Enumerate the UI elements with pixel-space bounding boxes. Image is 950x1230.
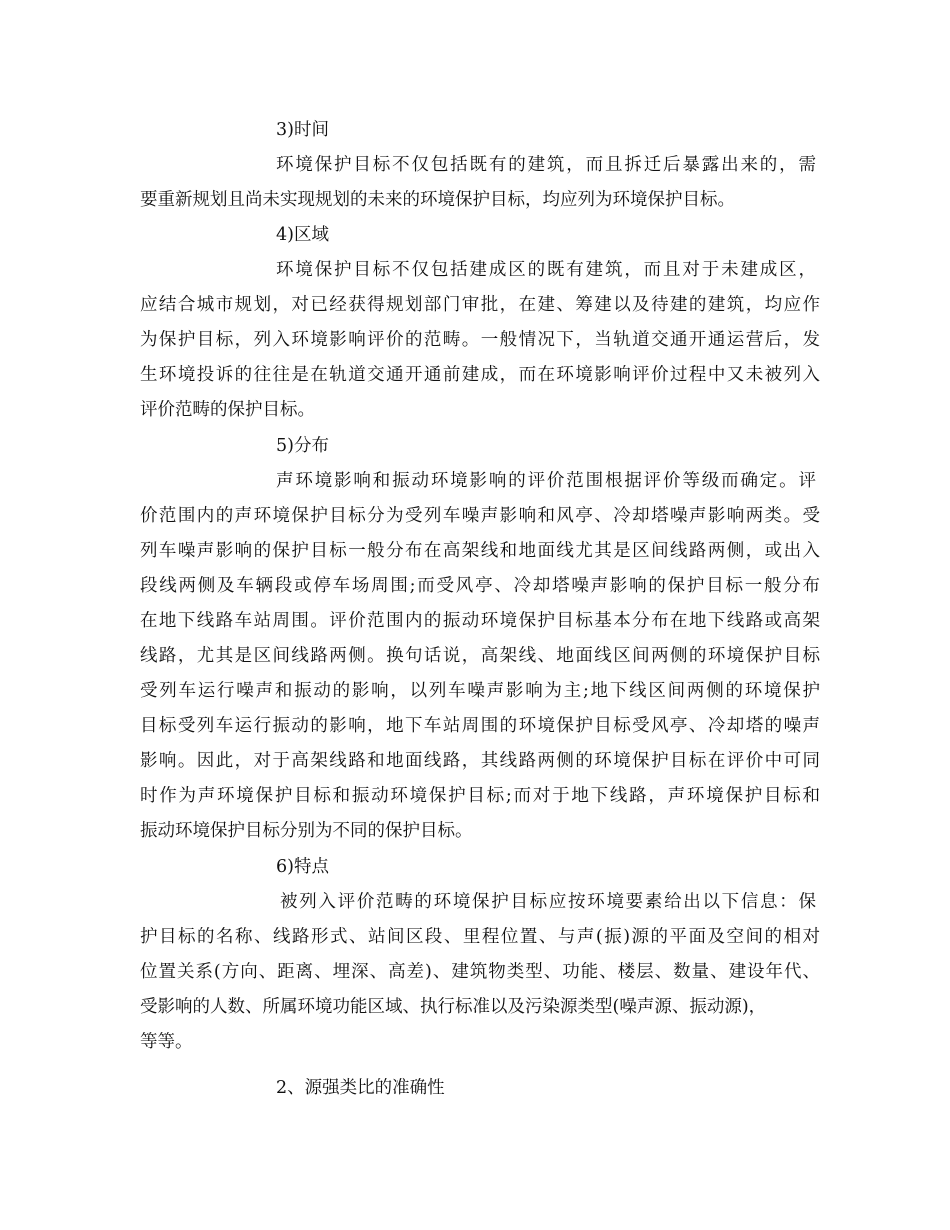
paragraph-line: 为保护目标，列入环境影响评价的范畴。一般情况下，当轨道交通开通运营后，发	[140, 330, 820, 350]
paragraph-line: 要重新规划且尚未实现规划的未来的环境保护目标，均应列为环境保护目标。	[140, 190, 735, 210]
paragraph-line: 护目标的名称、线路形式、站间区段、里程位置、与声(振)源的平面及空间的相对	[140, 927, 820, 947]
paragraph-line: 段线两侧及车辆段或停车场周围;而受风亭、冷却塔噪声影响的保护目标一般分布	[140, 576, 820, 596]
paragraph-line: 受影响的人数、所属环境功能区域、执行标准以及污染源类型(噪声源、振动源)，	[140, 997, 767, 1017]
paragraph-line: 环境保护目标不仅包括既有的建筑，而且拆迁后暴露出来的，需	[276, 155, 816, 175]
paragraph-line: 价范围内的声环境保护目标分为受列车噪声影响和风亭、冷却塔噪声影响两类。受	[140, 506, 820, 526]
paragraph-line: 受列车运行噪声和振动的影响，以列车噪声影响为主;地下线区间两侧的环境保护	[140, 681, 820, 701]
paragraph-line: 应结合城市规划，对已经获得规划部门审批，在建、筹建以及待建的建筑，均应作	[140, 295, 820, 315]
paragraph-line: 等等。	[140, 1032, 193, 1052]
paragraph-line: 环境保护目标不仅包括建成区的既有建筑，而且对于未建成区，	[276, 260, 816, 280]
paragraph-line: 列车噪声影响的保护目标一般分布在高架线和地面线尤其是区间线路两侧，或出入	[140, 541, 820, 561]
paragraph-line: 位置关系(方向、距离、埋深、高差)、建筑物类型、功能、楼层、数量、建设年代、	[140, 962, 820, 982]
paragraph-line: 在地下线路车站周围。评价范围内的振动环境保护目标基本分布在地下线路或高架	[140, 611, 820, 631]
section-heading-distribution: 5)分布	[276, 436, 329, 456]
paragraph-line: 时作为声环境保护目标和振动环境保护目标;而对于地下线路，声环境保护目标和	[140, 786, 820, 806]
section-heading-source-intensity: 2、源强类比的准确性	[276, 1078, 445, 1098]
paragraph-line: 影响。因此，对于高架线路和地面线路，其线路两侧的环境保护目标在评价中可同	[140, 751, 820, 771]
paragraph-line: 声环境影响和振动环境影响的评价范围根据评价等级而确定。评	[276, 471, 816, 491]
paragraph-line: 线路，尤其是区间线路两侧。换句话说，高架线、地面线区间两侧的环境保护目标	[140, 646, 820, 666]
paragraph-line: 评价范畴的保护目标。	[140, 400, 315, 420]
paragraph-line: 被列入评价范畴的环境保护目标应按环境要素给出以下信息：保	[280, 892, 816, 912]
paragraph-line: 生环境投诉的往往是在轨道交通开通前建成，而在环境影响评价过程中又未被列入	[140, 365, 820, 385]
paragraph-line: 目标受列车运行振动的影响，地下车站周围的环境保护目标受风亭、冷却塔的噪声	[140, 716, 820, 736]
section-heading-time: 3)时间	[276, 120, 329, 140]
section-heading-region: 4)区域	[276, 225, 329, 245]
section-heading-characteristics: 6)特点	[276, 857, 329, 877]
paragraph-line: 振动环境保护目标分别为不同的保护目标。	[140, 821, 473, 841]
